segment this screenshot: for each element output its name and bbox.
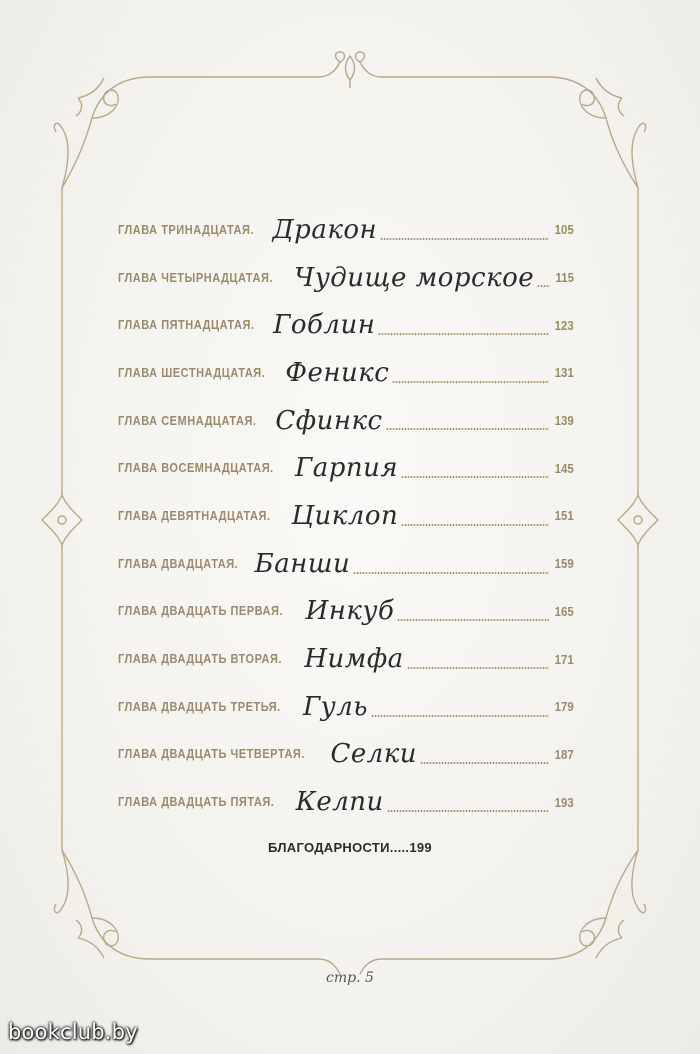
chapter-number-label: ГЛАВА СЕМНАДЦАТАЯ. [118,413,257,428]
dot-leader [420,762,549,764]
toc-entry[interactable] [118,683,574,731]
dot-leader [386,428,550,430]
chapter-title: Феникс [285,357,390,388]
chapter-title: Нимфа [304,644,404,675]
site-watermark: bookclub.by [8,1020,138,1044]
toc-entry[interactable] [118,444,574,492]
dot-leader [380,238,549,240]
chapter-number-label: ГЛАВА ДВАДЦАТАЯ. [118,556,239,571]
chapter-title: Дракон [272,214,378,245]
chapter-number-label: ГЛАВА ДВАДЦАТЬ ПЯТАЯ. [118,795,275,810]
chapter-title: Циклоп [291,500,399,531]
toc-entry[interactable] [118,540,574,588]
chapter-title: Келпи [295,787,384,818]
chapter-page-number: 193 [554,794,574,810]
toc-entry[interactable] [118,301,574,349]
chapter-title: Инкуб [305,596,395,627]
chapter-number-label: ГЛАВА ВОСЕМНАДЦАТАЯ. [118,461,274,476]
chapter-page-number: 179 [554,699,574,715]
chapter-number-label: ГЛАВА ДВАДЦАТЬ ЧЕТВЕРТАЯ. [118,747,305,762]
dot-leader [401,524,549,526]
chapter-title: Гоблин [273,310,376,341]
toc-entry[interactable] [118,349,574,397]
chapter-number-label: ГЛАВА ДВАДЦАТЬ ВТОРАЯ. [118,652,282,667]
chapter-title: Гуль [302,691,368,722]
dot-leader [407,667,550,669]
chapter-number-label: ГЛАВА ДЕВЯТНАДЦАТАЯ. [118,508,271,523]
chapter-page-number: 165 [554,603,574,619]
chapter-number-label: ГЛАВА ШЕСТНАДЦАТАЯ. [118,365,266,380]
acknowledgements-entry[interactable]: БЛАГОДАРНОСТИ.....199 [268,840,432,855]
dot-leader [397,619,549,621]
chapter-page-number: 187 [554,746,574,762]
toc-entry[interactable] [118,206,574,254]
chapter-number-label: ГЛАВА ДВАДЦАТЬ ПЕРВАЯ. [118,604,284,619]
chapter-number-label: ГЛАВА ПЯТНАДЦАТАЯ. [118,318,255,333]
chapter-title: Банши [254,548,351,579]
toc-entry[interactable] [118,397,574,445]
chapter-page-number: 105 [554,222,574,238]
chapter-page-number: 159 [554,556,574,572]
toc-entry[interactable] [118,731,574,779]
dot-leader [392,381,549,383]
chapter-title: Сфинкс [275,405,383,436]
chapter-number-label: ГЛАВА ЧЕТЫРНАДЦАТАЯ. [118,270,273,285]
chapter-title: Селки [330,739,418,770]
dot-leader [371,715,549,717]
dot-leader [353,572,549,574]
chapter-number-label: ГЛАВА ДВАДЦАТЬ ТРЕТЬЯ. [118,699,281,714]
chapter-page-number: 123 [554,317,574,333]
chapter-title: Гарпия [294,453,399,484]
chapter-page-number: 115 [555,270,574,286]
chapter-page-number: 145 [554,460,574,476]
chapter-title: Чудище морское [294,262,535,293]
toc-entry[interactable] [118,588,574,636]
chapter-page-number: 139 [554,413,574,429]
toc-entry[interactable] [118,778,574,826]
dot-leader [537,285,550,287]
page-number-label: стр. 5 [326,970,374,986]
dot-leader [401,476,549,478]
chapter-page-number: 171 [554,651,574,667]
chapter-page-number: 131 [554,365,574,381]
toc-entry[interactable] [118,635,574,683]
toc-entry[interactable] [118,254,574,302]
dot-leader [378,333,549,335]
dot-leader [387,810,550,812]
chapter-number-label: ГЛАВА ТРИНАДЦАТАЯ. [118,222,254,237]
toc-entry[interactable] [118,492,574,540]
chapter-page-number: 151 [554,508,574,524]
table-of-contents [118,206,574,826]
